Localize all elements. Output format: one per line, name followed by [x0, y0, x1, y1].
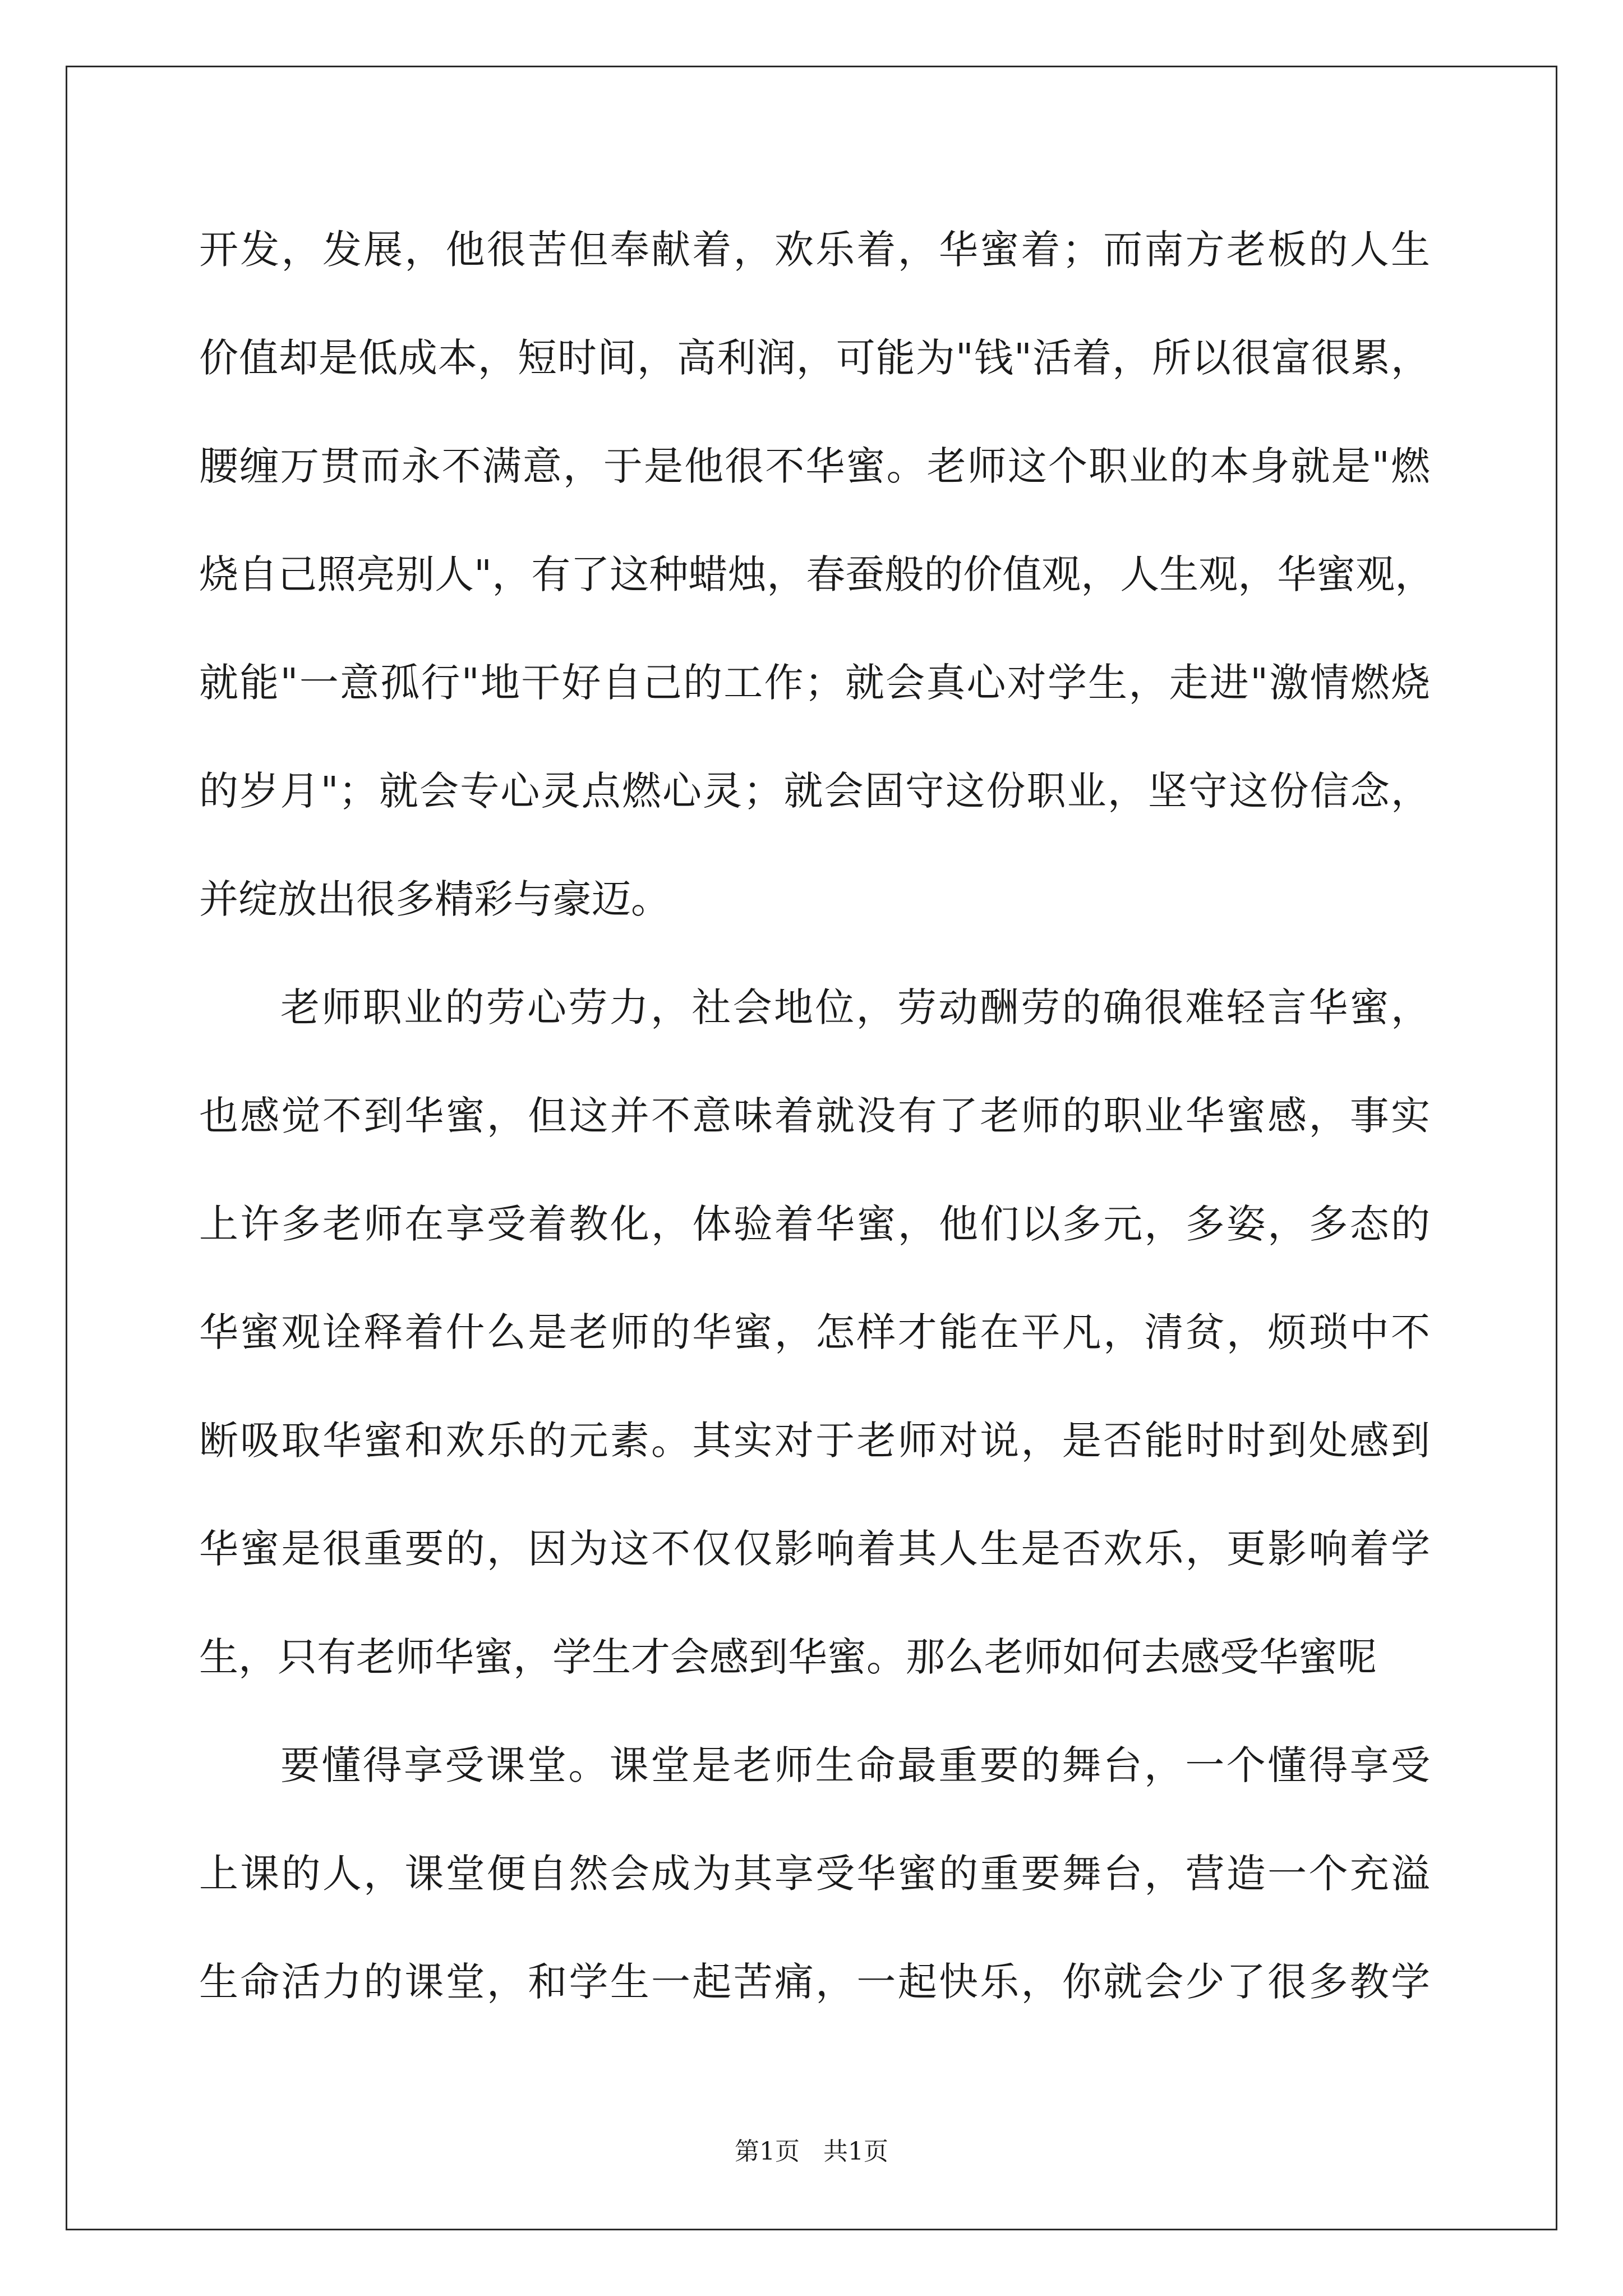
text-line: 生，只有老师华蜜，学生才会感到华蜜。那么老师如何去感受华蜜呢: [199, 1634, 1377, 1680]
paragraph-first-line: 要懂得享受课堂。课堂是老师生命最重要的舞台，一个懂得享受: [280, 1742, 1430, 1788]
text-line: 烧自己照亮别人"，有了这种蜡烛，春蚕般的价值观，人生观，华蜜观，: [199, 551, 1435, 597]
text-line: 生命活力的课堂，和学生一起苦痛，一起快乐，你就会少了很多教学: [199, 1959, 1430, 2005]
text-line: 上课的人，课堂便自然会成为其享受华蜜的重要舞台，营造一个充溢: [199, 1851, 1430, 1897]
text-line: 上许多老师在享受着教化，体验着华蜜，他们以多元，多姿，多态的: [199, 1201, 1430, 1247]
text-line: 断吸取华蜜和欢乐的元素。其实对于老师对说，是否能时时到处感到: [199, 1418, 1430, 1464]
text-line: 价值却是低成本，短时间，高利润，可能为"钱"活着，所以很富很累，: [199, 335, 1430, 381]
text-line: 就能"一意孤行"地干好自己的工作；就会真心对学生，走进"激情燃烧: [199, 660, 1430, 706]
text-line: 腰缠万贯而永不满意，于是他很不华蜜。老师这个职业的本身就是"燃: [199, 443, 1430, 489]
text-line: 开发，发展，他很苦但奉献着，欢乐着，华蜜着；而南方老板的人生: [199, 227, 1430, 273]
text-line: 的岁月"；就会专心灵点燃心灵；就会固守这份职业，坚守这份信念，: [199, 768, 1430, 814]
text-line: 并绽放出很多精彩与豪迈。: [199, 876, 670, 922]
text-line: 华蜜观诠释着什么是老师的华蜜，怎样才能在平凡，清贫，烦琐中不: [199, 1309, 1430, 1355]
text-line: 华蜜是很重要的，因为这不仅仅影响着其人生是否欢乐，更影响着学: [199, 1526, 1430, 1572]
document-body: [199, 213, 1435, 2054]
page-number: 第1页 共1页: [735, 2137, 888, 2166]
text-line: 也感觉不到华蜜，但这并不意味着就没有了老师的职业华蜜感，事实: [199, 1093, 1430, 1139]
paragraph-first-line: 老师职业的劳心劳力，社会地位，劳动酬劳的确很难轻言华蜜，: [280, 984, 1430, 1030]
